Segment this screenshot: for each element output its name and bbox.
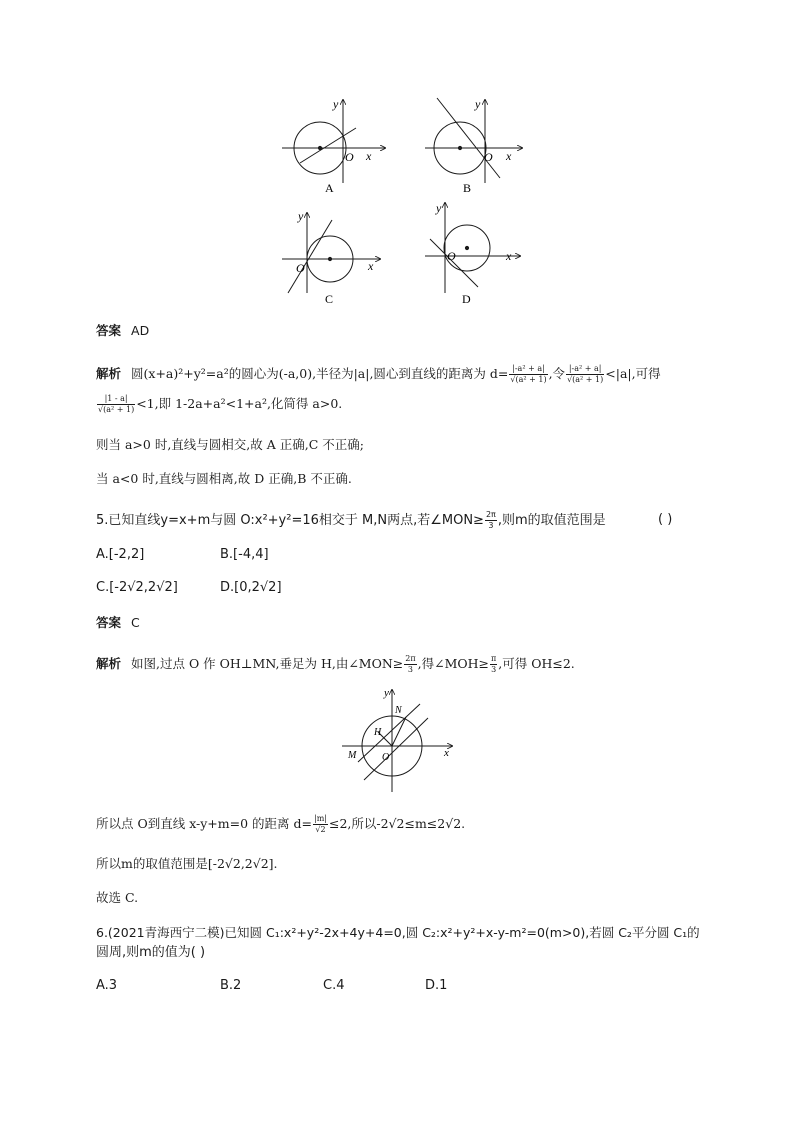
fig-b-origin: O — [484, 150, 493, 164]
fig5-y: y — [384, 687, 389, 699]
q5-analysis-line3: 所以m的取值范围是[-2√2,2√2]. — [96, 856, 278, 871]
frac-den: 3 — [488, 521, 494, 530]
text: <|a|,可得 — [605, 366, 661, 381]
fig5-h: H — [374, 727, 382, 738]
fig-c-origin: O — [296, 261, 305, 275]
figure-d — [425, 203, 520, 293]
fig-a-y: y — [333, 97, 339, 111]
q5-analysis-line1 — [96, 654, 575, 675]
figure-b — [425, 98, 522, 183]
answer-value: C — [131, 615, 140, 630]
fig-c-x: x — [368, 259, 374, 273]
frac-den: 3 — [491, 665, 497, 674]
fig5-o: O — [382, 752, 390, 763]
q4-figures — [270, 88, 540, 313]
text: <1,即 1-2a+a²<1+a²,化简得 a>0. — [136, 396, 343, 411]
q4-analysis-line4: 当 a<0 时,直线与圆相离,故 D 正确,B 不正确. — [96, 471, 352, 486]
fig-c-y: y — [298, 209, 304, 223]
text: 所以点 O到直线 x-y+m=0 的距离 d= — [96, 816, 312, 831]
analysis-tag: 解析 — [96, 656, 122, 671]
fraction — [509, 364, 547, 385]
q6-option-b: B.2 — [220, 978, 242, 993]
text: ≤2,所以-2√2≤m≤2√2. — [328, 816, 466, 831]
fig-b-label: B — [463, 181, 472, 195]
line-d — [430, 239, 478, 287]
fig5-x: x — [444, 747, 449, 759]
text: 5.已知直线y=x+m与圆 O:x²+y²=16相交于 M,N两点,若∠MON≥ — [96, 513, 484, 528]
frac-num: |1 - a| — [97, 394, 135, 405]
q4-analysis-line2 — [96, 394, 342, 415]
fig-a-x: x — [366, 149, 372, 163]
q6-option-c: C.4 — [323, 978, 345, 993]
frac-den: √(a² + 1) — [98, 405, 135, 414]
text: 如图,过点 O 作 OH⊥MN,垂足为 H,由∠MON≥ — [131, 656, 404, 671]
q5-option-a: A.[-2,2] — [96, 547, 145, 562]
fig-c-label: C — [325, 292, 334, 306]
fraction — [490, 654, 497, 675]
frac-den: 3 — [407, 665, 413, 674]
fig-b-y: y — [475, 97, 481, 111]
fig-a-origin: O — [345, 150, 354, 164]
fig-d-origin: O — [447, 249, 456, 263]
frac-den: √(a² + 1) — [510, 375, 547, 384]
fraction — [485, 510, 497, 531]
q5-analysis-line4: 故选 C. — [96, 890, 139, 905]
frac-den: √(a² + 1) — [567, 375, 604, 384]
q5-option-c: C.[-2√2,2√2] — [96, 580, 178, 595]
q5-stem — [96, 510, 606, 531]
text: ,令 — [548, 366, 566, 381]
q6-option-a: A.3 — [96, 978, 118, 993]
text: ,则m的取值范围是 — [497, 513, 606, 528]
q5-answer-paren: ( ) — [658, 512, 673, 527]
frac-den: √2 — [315, 825, 326, 834]
q4-analysis-line1 — [96, 364, 661, 385]
frac-num: 2π — [405, 654, 416, 663]
q5-figure — [336, 684, 460, 794]
line-b — [437, 98, 500, 178]
frac-num: |-a² + a| — [509, 364, 547, 375]
frac-num: |m| — [314, 814, 327, 823]
fig5-n: N — [395, 705, 402, 716]
frac-num: 2π — [485, 510, 496, 519]
q5-analysis-line2 — [96, 814, 465, 835]
text: 圆(x+a)²+y²=a²的圆心为(-a,0),半径为|a|,圆心到直线的距离为 d= — [131, 366, 509, 381]
analysis-tag: 解析 — [96, 366, 122, 381]
frac-num: |-a² + a| — [566, 364, 604, 375]
fraction — [313, 814, 328, 835]
fig-d-label: D — [462, 292, 471, 306]
fraction — [97, 394, 135, 415]
q5-answer — [96, 614, 140, 632]
q6-option-d: D.1 — [425, 978, 448, 993]
fig-a-label: A — [325, 181, 334, 195]
frac-num: π — [491, 654, 497, 663]
figure-c — [282, 213, 380, 293]
answer-tag: 答案 — [96, 323, 122, 338]
fig-d-y: y — [436, 201, 442, 215]
line-c — [288, 220, 332, 293]
fig-b-x: x — [506, 149, 512, 163]
fig-d-x: x — [506, 249, 512, 263]
q5-option-b: B.[-4,4] — [220, 547, 269, 562]
q6-stem-line2: 圆周,则m的值为( ) — [96, 945, 206, 960]
fraction — [404, 654, 416, 675]
figure-a — [282, 100, 385, 183]
q4-answer — [96, 322, 149, 340]
q4-analysis-line3: 则当 a>0 时,直线与圆相交,故 A 正确,C 不正确; — [96, 437, 364, 452]
answer-tag: 答案 — [96, 615, 122, 630]
text: ,得∠MOH≥ — [417, 656, 489, 671]
q5-option-d: D.[0,2√2] — [220, 580, 282, 595]
text: ,可得 OH≤2. — [498, 656, 575, 671]
q6-stem-line1: 6.(2021青海西宁二模)已知圆 C₁:x²+y²-2x+4y+4=0,圆 C₂:x²+y²+x-y-m²=0(m>0),若圆 C₂平分圆 C₁的 — [96, 925, 700, 940]
fig5-m: M — [348, 750, 357, 761]
fraction — [566, 364, 604, 385]
answer-value: AD — [131, 323, 150, 338]
